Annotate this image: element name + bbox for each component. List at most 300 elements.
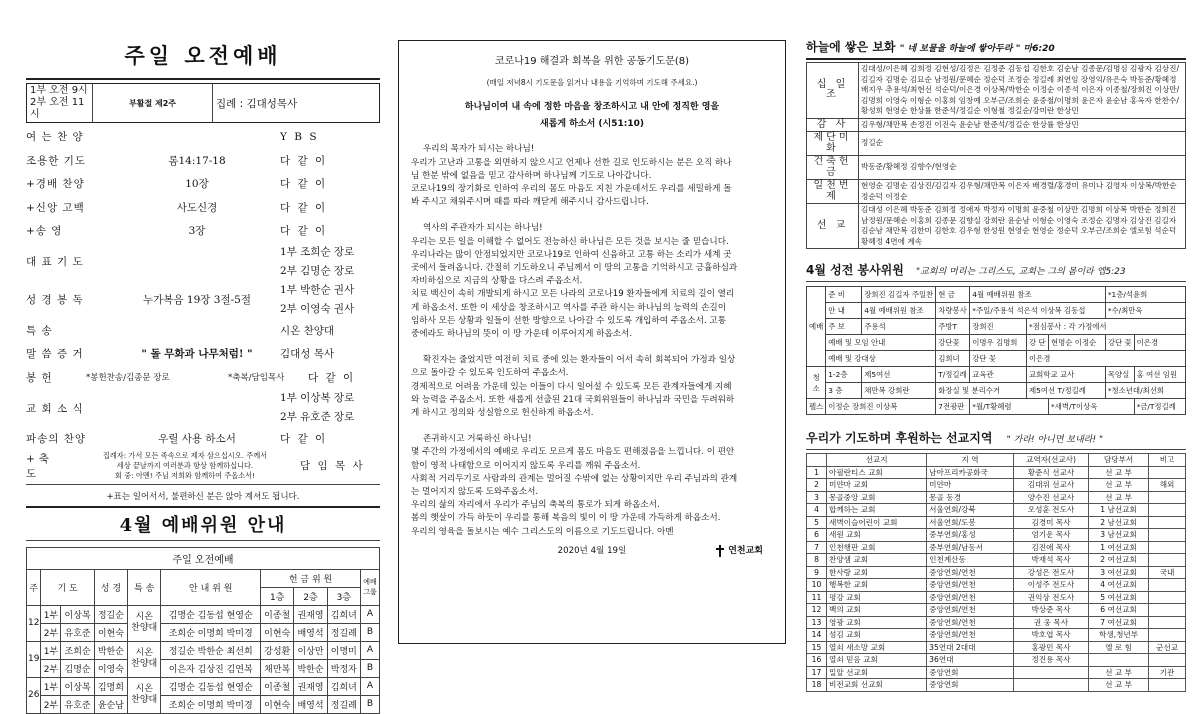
mission-cell: 정진용 목사	[1014, 654, 1089, 667]
mission-cell: 서울연회/도봉	[927, 516, 1014, 529]
mission-cell: 3 여선교회	[1088, 566, 1148, 579]
offering-names: 정길순	[859, 132, 1186, 156]
duty-cell: 배영석	[294, 623, 327, 641]
column-header: 주	[27, 569, 41, 605]
offering-category: 제단미화	[807, 132, 859, 156]
cell: 이정순 장희진 이상복	[826, 399, 936, 415]
offering-names: 김우형/채만복 손정진 이진숙 윤순남 한준석/정길순 한상률 한상민	[859, 118, 1186, 132]
mission-cell	[1149, 654, 1186, 667]
duty-cell: 배영석	[294, 695, 327, 713]
cell: 4월 예배위원 참조	[862, 303, 936, 319]
prayer-line: 사회적 거리두기로 사람과의 관계는 멀어질 수밖에 없는 상황이지만 우리 주님과의 관계	[411, 473, 738, 484]
mission-cell: 비전교회 선교회	[827, 679, 927, 692]
prayer-line: 치료 백신이 속히 개발되게 하시고 모든 나라의 코로나19 환자들에게 치료의 길이 열리	[411, 289, 735, 300]
table-row	[807, 641, 1186, 654]
table-row	[807, 180, 1186, 204]
cell: *주일/주용석 석은석 이상복 김동섭	[970, 303, 1106, 319]
mission-cell: 중앙연회/연천	[927, 591, 1014, 604]
cell: 교회학교 교사	[1027, 367, 1106, 383]
duty-title: 4월 예배위원 안내	[119, 514, 287, 536]
mission-cell: 합께하는 교회	[827, 504, 927, 517]
cell: 강단 꽃	[970, 351, 1027, 367]
prayer-line: 임하사 모든 상황과 일들이 선한 방향으로 나아갈 수 있도록 개입하여 주옵소서. 고통	[411, 315, 727, 326]
column-header: 선교지	[827, 454, 927, 467]
mission-table	[806, 453, 1186, 692]
mission-cell	[1149, 541, 1186, 554]
mission-header	[806, 429, 1186, 446]
mission-cell: 박호엽 목사	[1014, 629, 1089, 642]
service-item	[26, 219, 380, 243]
mission-cell: 4 여선교회	[1088, 579, 1148, 592]
mission-cell: 찬양샘 교회	[827, 554, 927, 567]
mission-cell	[1014, 679, 1089, 692]
mission-cell: 미얀마 교회	[827, 479, 927, 492]
offering-names: 현영순 김명순 김상진/김길자 김우형/채만복 이은자 배경렬/홍경미 유미나 김영자 이상복/박한순 정순덕 이정순	[859, 180, 1186, 204]
prayer-subtitle: (매일 저녁8시 기도문을 읽거나 내용을 기억하며 기도해 주세요.)	[486, 78, 698, 88]
table-row	[27, 659, 380, 677]
sending-hymn: 우릴 사용 하소서	[158, 433, 236, 446]
cell: *월/T황혜렴	[970, 399, 1049, 415]
duty-cell: A	[361, 677, 380, 695]
service-item-label: 말 씀 증 거	[26, 348, 84, 361]
prayer-line: 함이 영적 나태함으로 이어지지 않도록 우리를 깨워 주옵소서.	[411, 460, 641, 471]
mission-cell: 미얀마	[927, 479, 1014, 492]
column-header: 성 경	[94, 569, 127, 605]
mission-cell: 1 남선교회	[1088, 504, 1148, 517]
mission-cell: 인천행판 교회	[827, 541, 927, 554]
table-row	[807, 629, 1186, 642]
table-row	[807, 604, 1186, 617]
mission-cell: 권 웅 목사	[1014, 616, 1089, 629]
duty-cell: 조희순	[61, 641, 94, 659]
mission-cell: 기관	[1149, 666, 1186, 679]
duty-cell: 권재영	[294, 677, 327, 695]
mission-cell: 3	[807, 491, 827, 504]
cell: 현명순 이정순	[1049, 335, 1106, 351]
mission-cell: 중앙연회/연천	[927, 566, 1014, 579]
service-item-leader: 김대성 목사	[280, 348, 335, 361]
column-header: 안 내 위 원	[161, 569, 261, 605]
offering-category: 건축헌금	[807, 156, 859, 180]
table-row	[27, 623, 380, 641]
news-leader-1: 1부 이상복 장로	[280, 392, 355, 404]
duty-cell: 이현숙	[261, 623, 294, 641]
duty-cell: 김명순 김동섭 현영순	[161, 677, 261, 695]
service-time-1: 1부 오전 9시	[30, 85, 88, 96]
service-item-label: 여 는 찬 양	[26, 131, 84, 144]
mission-cell: 10	[807, 579, 827, 592]
duty-cell: 박한순	[294, 659, 327, 677]
prayer-line: 곳에서 들려옵니다. 간절히 기도하오니 주님께서 이 땅의 고통을 기억하시고 긍휼하심과	[411, 263, 738, 274]
mission-cell: 아필란티스 교회	[827, 466, 927, 479]
divider	[26, 78, 380, 80]
mission-cell: 13	[807, 616, 827, 629]
mission-cell: 김진애 목사	[1014, 541, 1089, 554]
service-item-label: +신앙 고백	[26, 201, 85, 214]
service-item-leader: 다 같 이	[280, 201, 328, 214]
week-number: 26	[27, 677, 41, 713]
prayer-line: 존귀하시고 거룩하신 하나님!	[423, 434, 532, 445]
prayer-heading	[411, 99, 773, 133]
cell: 1-2층	[826, 367, 862, 383]
duty-table-title: 주일 오전예배	[27, 547, 380, 569]
duty-cell: 정길순 박한순 최선희	[161, 641, 261, 659]
mission-cell: 국내	[1149, 566, 1186, 579]
mission-cell: 중앙연회/연천	[927, 579, 1014, 592]
mission-cell: 양수진 선교사	[1014, 491, 1089, 504]
mission-cell: 17	[807, 666, 827, 679]
mission-cell	[1149, 616, 1186, 629]
mission-cell: 선 교 부	[1088, 666, 1148, 679]
mission-cell: 군선교	[1149, 641, 1186, 654]
cell: 목양실	[1105, 367, 1134, 383]
liturgical-season: 부활절 제2주	[93, 84, 213, 123]
service-item-content: 10장	[185, 178, 209, 191]
duty-cell: 이명미	[327, 641, 360, 659]
mission-cell: 박재석 목사	[1014, 554, 1089, 567]
standing-note: +표는 일어서서, 불편하신 분은 앉아 계셔도 됩니다.	[106, 491, 300, 502]
mission-cell: 행복한 교회	[827, 579, 927, 592]
duty-cell: 조희순 이명희 박미경	[161, 623, 261, 641]
mission-cell	[1149, 504, 1186, 517]
mission-cell: 박상준 목사	[1014, 604, 1089, 617]
service-item-leader: 다 같 이	[280, 154, 328, 167]
cell: 교육관	[970, 367, 1027, 383]
cell: 강단 꽃	[1105, 335, 1134, 351]
table-row	[807, 529, 1186, 542]
mission-cell	[1149, 554, 1186, 567]
mission-cell: 6	[807, 529, 827, 542]
service-item-sermon	[26, 342, 380, 366]
cell: 펠스	[807, 399, 826, 415]
mission-cell: 1	[807, 466, 827, 479]
column-header: 담당부서	[1088, 454, 1148, 467]
duty-cell: 시온 찬양대	[128, 605, 161, 641]
mission-cell: 열쇠 새소망 교회	[827, 641, 927, 654]
mission-cell	[1149, 604, 1186, 617]
column-subheader: 1층	[261, 587, 294, 605]
duty-cell: 시온 찬양대	[128, 677, 161, 713]
cell: 화장실 및 분리수거	[936, 383, 1027, 399]
mission-cell: 9	[807, 566, 827, 579]
duty-cell: 강성환	[261, 641, 294, 659]
mission-cell: 11	[807, 591, 827, 604]
mission-cell: 한사랑 교회	[827, 566, 927, 579]
divider	[806, 281, 1186, 282]
duty-cell: 이상복	[61, 605, 94, 623]
prayer-footer	[411, 545, 773, 558]
table-row	[807, 504, 1186, 517]
divider	[806, 449, 1186, 450]
column-header	[807, 454, 827, 467]
mission-cell: 밀알 선교회	[827, 666, 927, 679]
prayer-line: 우리의 목자가 되시는 하나님!	[423, 144, 535, 155]
mission-cell: 중부연회/홍성	[927, 529, 1014, 542]
table-row	[807, 479, 1186, 492]
service-item-prayer	[26, 243, 380, 281]
duty-cell: 이상만	[294, 641, 327, 659]
table-row	[807, 541, 1186, 554]
duty-cell: 조희순 이명희 박미경	[161, 695, 261, 713]
offering-names: 김대성 이은혜 박동준 김희정 정애자 박정자 이명희 윤중철 이상만 김명희 이상복 박한순 정희진 남정원/문혜순 이홍희 김종문 김향실 강희란 윤순남 이형순 이영숙 조정순 김명자 김상진 김길자 김순남 채만복 김한미 김한호 김우형 한성원 현영순 현영순 정순덕 오부근/조희순 엘로힘 석순덕 황혜정 4면에 계속	[859, 204, 1186, 249]
divider	[26, 540, 380, 541]
mission-cell: 14	[807, 629, 827, 642]
prayer-line: 우리나라는 많이 안정되었지만 코로나19로 인하여 신음하고 고통 하는 소리가 세계 곳	[411, 249, 732, 260]
table-row	[807, 579, 1186, 592]
order-of-service	[26, 125, 380, 243]
prayer-line: 봄의 햇살이 가득 하듯이 우리를 통해 복음의 빛이 이 땅 가운데 가득하게 하옵소서.	[411, 513, 721, 524]
service-item-content: 롬14:17-18	[168, 154, 226, 167]
mission-cell: 섬김 교회	[827, 629, 927, 642]
prayer-title: 코로나19 해결과 회복을 위한 공동기도문(8)	[494, 56, 690, 67]
duty-cell: 박정자	[327, 659, 360, 677]
cell: *수/최만욱	[1105, 303, 1185, 319]
prayer-line: 확진자는 줄었지만 여전히 치료 중에 있는 환자들이 어서 속히 회복되어 가정과 일상	[423, 355, 736, 366]
service-title: 주일 오전예배	[124, 43, 282, 68]
benediction-note: 세상 끝날까지 여러분과 항상 함께하십니다.	[116, 460, 254, 470]
cross-icon	[715, 545, 725, 557]
prayer-line: 우리는 모든 일을 이해할 수 없어도 전능하신 하나님은 모든 것을 보시는 줄 믿습니다.	[411, 236, 729, 247]
service-item-special	[26, 319, 380, 343]
cell: 4월 예배위원 참조	[970, 287, 1106, 303]
church-logo	[715, 545, 763, 559]
prayer-line: 는 멀어지지 않도록 도와주옵소서.	[411, 487, 539, 498]
scripture-reference: 누가복음 19장 3절-5절	[143, 294, 251, 306]
cell: 장희진 김길자 주일찬	[862, 287, 936, 303]
prayer-line: 게 하시고 정의와 성실함으로 헌신하게 하옵소서.	[411, 408, 594, 419]
service-item-label: 대 표 기 도	[26, 256, 84, 268]
service-item-label: +경배 찬양	[26, 178, 85, 191]
duty-cell: 정길례	[327, 695, 360, 713]
mission-cell: 중앙연회	[927, 679, 1014, 692]
prayer-paragraph	[411, 433, 773, 539]
duty-cell: 이상복	[61, 677, 94, 695]
mission-cell: 7	[807, 541, 827, 554]
mission-cell: 남아프리카공화국	[927, 466, 1014, 479]
sermon-title: " 돌 무화과 나무처럼! "	[141, 348, 253, 361]
service-item-label: +축 도	[26, 452, 53, 480]
mission-cell: 새벽이슬어린이 교회	[827, 516, 927, 529]
mission-cell	[1149, 579, 1186, 592]
service-item	[26, 125, 380, 149]
prayer-line: 자비하심으로 지금의 상황을 다스려 주옵소서.	[411, 276, 583, 287]
prayer-line: 와 능력을 주옵소서. 또한 새롭게 선출된 21대 국회위원들이 하나님과 국민을 두려워하	[411, 394, 735, 405]
duty-cell: 정길순	[94, 605, 127, 623]
mission-cell	[1149, 591, 1186, 604]
cell: 주용석	[862, 319, 936, 335]
duty-cell: B	[361, 623, 380, 641]
duty-cell: 2부	[41, 623, 61, 641]
duty-cell: 이종철	[261, 677, 294, 695]
duty-cell: 유호준	[61, 623, 94, 641]
service-item-label: 교 회 소 식	[26, 402, 84, 415]
prayer-line: 으로 돌아갈 수 있도록 인도하여 주옵소서.	[411, 368, 569, 379]
volunteer-table: 예배 준 비 장희진 김길자 주일찬 현 금 4월 예배위원 참조 *1층/석윤희 안 내 4월 예배위원 참조 차량봉사 *주일/주용석 석은석 이상복 김동섭 *수/최만욱 주 보 주용석 주방T 장희진 *점심봉사 : 각 가정에서 예배 및 모임 안내 강단꽃 이명우 김명희 강 단 현명순 이정순 강단 꽃 이은경 예배 및 강대상 김희녀 강단 꽃 이은경 청 소 1-2층 제5여선 T/정길례 교육관 교회학교 교사 목양실 홍 여선 임원 3 층 채만복 강희란 화장실 및 분리수거 제5여선 T/정길례 *청소년대/최선희 펠스 이정순 장희진 이상복 7전광판 *월/T황혜렴 *새벽/T이상욱 *금/T정길례	[806, 286, 1186, 415]
service-item-leader: Y B S	[280, 130, 319, 143]
service-item-label: 봉 헌	[26, 371, 53, 384]
cell: 강 단	[1027, 335, 1049, 351]
cell: *새벽/T이상욱	[1049, 399, 1135, 415]
offering-category: 일천번제	[807, 180, 859, 204]
offering-category: 감 사	[807, 118, 859, 132]
cell: 준 비	[826, 287, 862, 303]
service-item-label: 특 송	[26, 324, 53, 337]
prayer-line: 우리의 삶의 자리에서 우리가 주님의 축복의 통로가 되게 하옵소서.	[411, 500, 660, 511]
table-row	[807, 491, 1186, 504]
service-item-label: 조용한 기도	[26, 154, 87, 167]
duty-cell: 윤순남	[94, 695, 127, 713]
column-header: 기 도	[41, 569, 94, 605]
mission-cell: 학생,청년부	[1088, 629, 1148, 642]
table-row	[807, 679, 1186, 692]
prayer-box	[398, 40, 786, 644]
duty-cell: 정길례	[327, 623, 360, 641]
table-row	[807, 132, 1186, 156]
prayer-heading-line: 하나님이여 내 속에 정한 마음을 창조하시고 내 안에 정직한 영을	[464, 102, 720, 113]
mission-cell: 중앙연회/연천	[927, 629, 1014, 642]
mission-cell: 3 남선교회	[1088, 529, 1148, 542]
duty-cell: 김희녀	[327, 605, 360, 623]
cell: T/정길례	[936, 367, 970, 383]
table-row	[27, 695, 380, 713]
cell: 이명우 김명희	[970, 335, 1027, 351]
mission-cell	[1149, 466, 1186, 479]
duty-cell: 김명순	[61, 659, 94, 677]
mission-cell: 6 여선교회	[1088, 604, 1148, 617]
table-row	[807, 591, 1186, 604]
prayer-heading-line: 새롭게 하소서 (시51:10)	[540, 119, 644, 130]
table-row	[807, 554, 1186, 567]
prayer-date: 2020년 4월 19일	[557, 545, 627, 556]
duty-cell: 1부	[41, 605, 61, 623]
table-row	[807, 654, 1186, 667]
mission-cell: 황준식 선교사	[1014, 466, 1089, 479]
mission-cell: 권익상 전도사	[1014, 591, 1089, 604]
mission-cell: 김대위 선교사	[1014, 479, 1089, 492]
duty-cell: 2부	[41, 695, 61, 713]
service-item-leader: 다 같 이	[280, 225, 328, 238]
mission-cell: 엄기운 목사	[1014, 529, 1089, 542]
service-item-leader: 다 같 이	[280, 433, 328, 446]
cell: 현 금	[936, 287, 970, 303]
offering-table	[806, 62, 1186, 249]
mission-cell: 36연대	[927, 654, 1014, 667]
mission-title: 우리가 기도하며 후원하는 선교지역	[806, 431, 993, 445]
treasure-header	[806, 38, 1186, 55]
column-subheader: 3층	[327, 587, 360, 605]
cell: 홍 여선 임원	[1134, 367, 1185, 383]
offering-category: 선 교	[807, 204, 859, 249]
mission-cell: 몽골 동경	[927, 491, 1014, 504]
mission-cell: 16	[807, 654, 827, 667]
left-column	[26, 40, 380, 714]
mission-cell: 4	[807, 504, 827, 517]
table-row	[807, 466, 1186, 479]
mission-cell: 35연대 2대대	[927, 641, 1014, 654]
mission-cell: 인천계산동	[927, 554, 1014, 567]
benediction-note: 회 중: 아멘! 주님 저희와 함께하여 주옵소서!	[115, 470, 255, 480]
column-header: 교역자(선교사)	[1014, 454, 1089, 467]
service-item	[26, 196, 380, 220]
service-item-reading	[26, 281, 380, 319]
cell: 강단꽃	[936, 335, 970, 351]
mission-cell: 5	[807, 516, 827, 529]
divider	[26, 506, 380, 508]
cell: 이은경	[1027, 351, 1186, 367]
mission-cell: 중앙연회/연천	[927, 604, 1014, 617]
duty-cell: B	[361, 695, 380, 713]
duty-cell: 2부	[41, 659, 61, 677]
prayer-line: 봐 주시고 채워주시며 때를 따라 깨닫게 해주시니 감사드립니다.	[411, 197, 649, 208]
mission-cell: 해외	[1149, 479, 1186, 492]
duty-cell: 이영숙	[94, 659, 127, 677]
prayer-line: 경제적으로 어려움 가운데 있는 이들이 다시 일어설 수 있도록 모든 관계자들에게 지혜	[411, 381, 732, 392]
cell: 장희진	[970, 319, 1027, 335]
prayer-line: 역사의 주관자가 되시는 하나님!	[423, 223, 543, 234]
cell: *1층/석윤희	[1105, 287, 1185, 303]
prayer-paragraph	[411, 222, 773, 341]
service-time-2: 2부 오전 11시	[30, 97, 85, 120]
table-row	[807, 566, 1186, 579]
prayer-line: 우리가 고난과 고통을 외면하지 않으시고 언제나 선한 길로 인도하시는 분은 오직 하나	[411, 157, 732, 168]
offering-names: 김대성/이은혜 김희정 김현성/김정은 김정준 김동섭 김한호 김순남 김종문/김명심 김광자 김상진/김길자 김명순 김묘순 남정원/문혜순 정순덕 조정순 정길례 최연임 장영익/유은숙 박동준/황혜정 배지우 추용석/최현선 석순덕/이은경 이상복/박한순 이정순 이종석 이은자 이종철/장희진 이상만/김명희 이영숙 이형순 이홍희 임창예 오부근/조희순 윤중철/이명희 윤은자 윤순남 홍옥자 한찬수/황성희 현영순 한상률 한준석/정길순 이형철 정길순/강미란 한상민	[859, 63, 1186, 119]
service-item-news	[26, 389, 380, 427]
duty-cell: 김희녀	[327, 677, 360, 695]
offering-category: 십 일 조	[807, 63, 859, 119]
duty-cell: 1부	[41, 641, 61, 659]
mission-cell	[1149, 679, 1186, 692]
offering-names: 박동준/황혜정 김향수/현영순	[859, 156, 1186, 180]
divider	[26, 484, 380, 485]
mission-cell: 중앙연회/연천	[927, 616, 1014, 629]
mission-cell	[1149, 529, 1186, 542]
treasure-title: 하늘에 쌓은 보화	[806, 40, 896, 54]
service-item-leader: 다 같 이	[280, 178, 328, 191]
table-row	[27, 605, 380, 623]
cell: 이은경	[1134, 335, 1185, 351]
cell: 주 보	[826, 319, 862, 335]
reader-2: 2부 이영숙 권사	[280, 302, 355, 315]
duty-cell: 권재영	[294, 605, 327, 623]
mission-cell: 12	[807, 604, 827, 617]
table-row	[807, 118, 1186, 132]
mission-cell: 2 여선교회	[1088, 554, 1148, 567]
cell: 예배 및 모임 안내	[826, 335, 936, 351]
duty-cell: 이은자 김상진 김연복	[161, 659, 261, 677]
column-header: 예배 그룹	[361, 569, 380, 605]
mission-cell: 선 교 부	[1088, 479, 1148, 492]
column-header: 지 역	[927, 454, 1014, 467]
mission-cell: 이성주 전도사	[1014, 579, 1089, 592]
cell: 제5여선	[862, 367, 936, 383]
service-item-label: 성 경 봉 독	[26, 294, 84, 306]
mission-cell: 몽골중앙 교회	[827, 491, 927, 504]
mission-cell: 선 교 부	[1088, 679, 1148, 692]
mission-cell: 김경미 목사	[1014, 516, 1089, 529]
mission-cell: 서울연회/강북	[927, 504, 1014, 517]
mission-cell: 8	[807, 554, 827, 567]
mission-cell: 15	[807, 641, 827, 654]
cell: 김희녀	[936, 351, 970, 367]
middle-column	[398, 40, 786, 657]
mission-cell: 강성은 전도사	[1014, 566, 1089, 579]
mission-cell: 선 교 부	[1088, 466, 1148, 479]
prayer-line: 중에라도 하나님의 뜻이 이 땅 가운데 이루어지게 하옵소서.	[411, 329, 633, 340]
service-item-leader: 담 임 목 사	[300, 460, 365, 472]
duty-cell: 시온 찬양대	[128, 641, 161, 677]
mission-cell: 백의 교회	[827, 604, 927, 617]
table-row	[27, 641, 380, 659]
